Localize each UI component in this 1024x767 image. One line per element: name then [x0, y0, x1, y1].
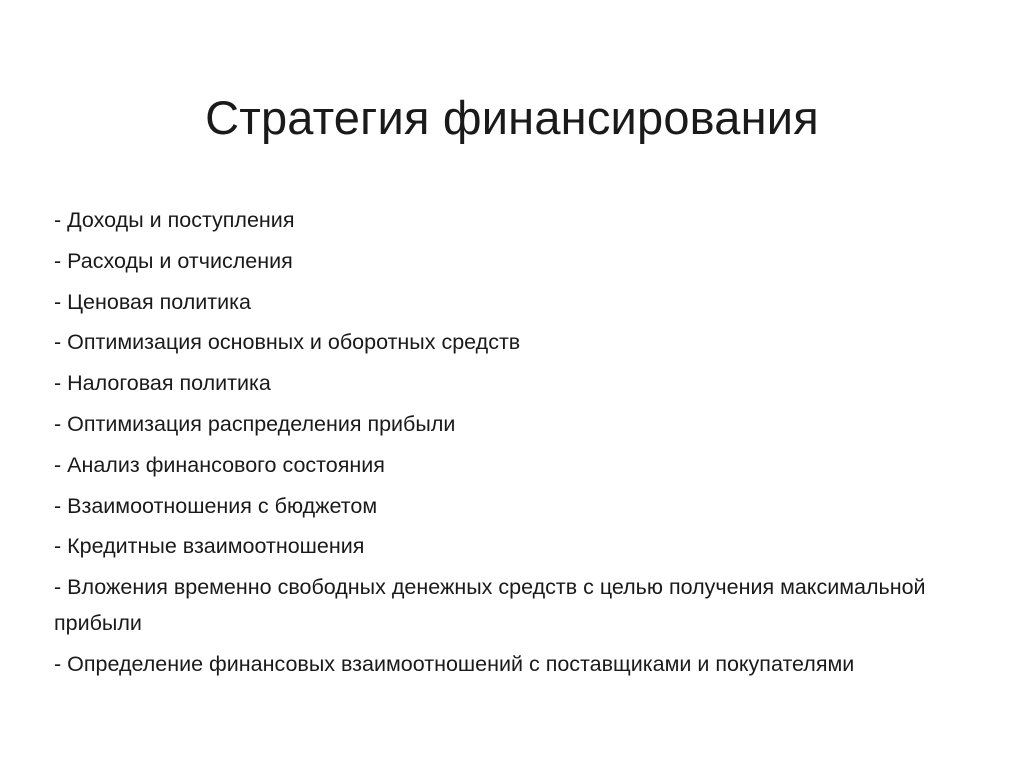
list-item: - Кредитные взаимоотношения [54, 534, 365, 559]
list-item: - Анализ финансового состояния [54, 452, 385, 477]
list-item: - Ценовая политика [54, 289, 251, 314]
list-item: - Вложения временно свободных денежных средств с целью получения максимальной прибыли [54, 575, 926, 636]
list-item: - Определение финансовых взаимоотношений с поставщиками и покупателями [54, 651, 855, 676]
list-item: - Налоговая политика [54, 371, 271, 396]
list-item: - Расходы и отчисления [54, 248, 293, 273]
slide-title: Стратегия финансирования [205, 91, 819, 144]
list-item: - Оптимизация основных и оборотных средств [54, 330, 521, 355]
list-item: - Взаимоотношения с бюджетом [54, 493, 378, 518]
bullet-list [54, 202, 974, 687]
list-item: - Оптимизация распределения прибыли [54, 411, 456, 436]
list-item: - Доходы и поступления [54, 208, 295, 232]
